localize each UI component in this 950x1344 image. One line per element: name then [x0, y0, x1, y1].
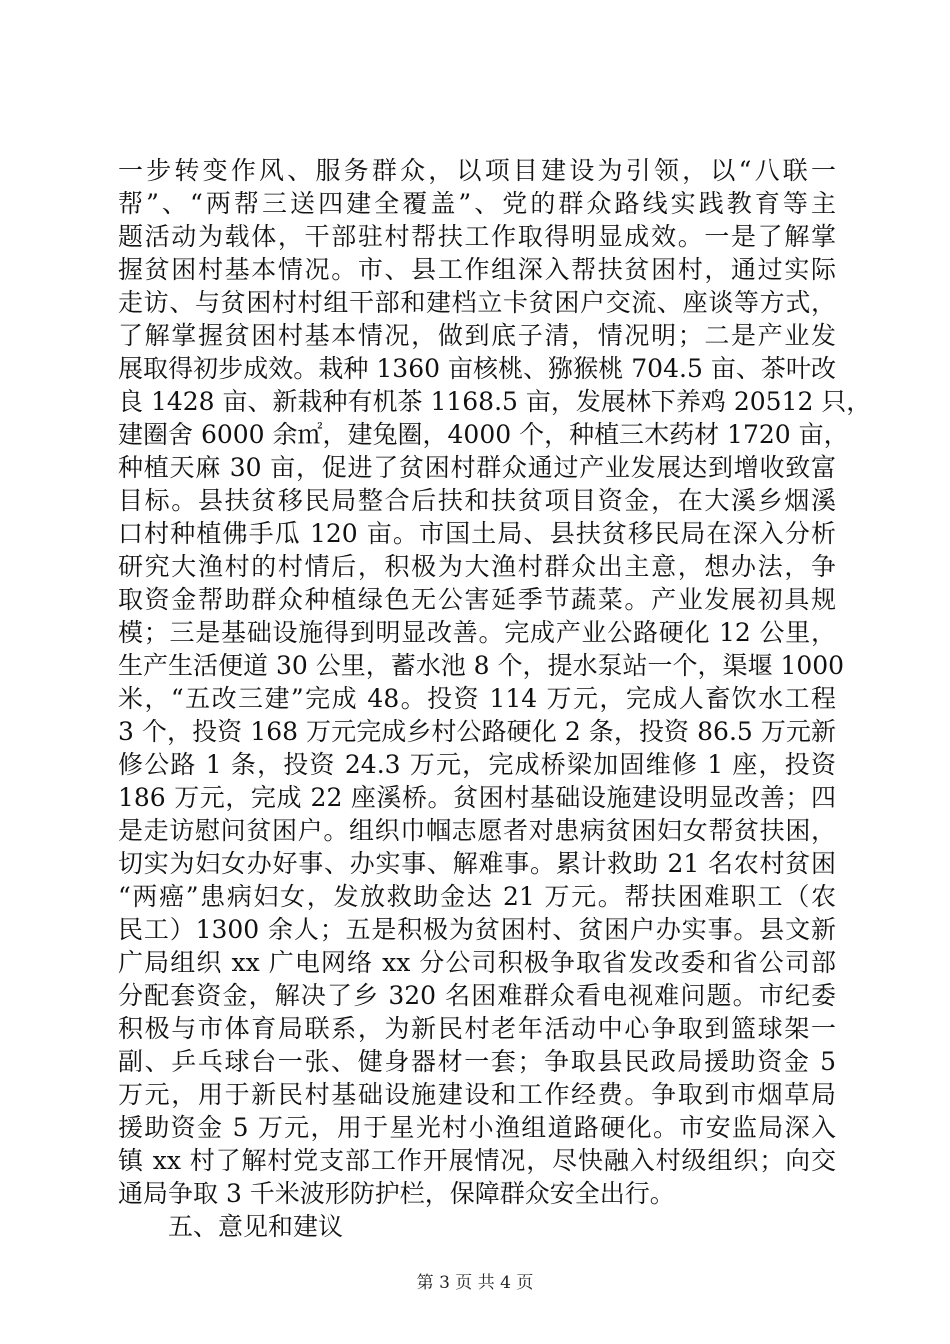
paragraph-line: “两癌”患病妇女，发放救助金达 21 万元。帮扶困难职工（农 [118, 882, 836, 911]
paragraph-line: 口村种植佛手瓜 120 亩。市国土局、县扶贫移民局在深入分析 [118, 519, 836, 548]
paragraph-line: 建圈舍 6000 余㎡，建兔圈，4000 个，种植三木药材 1720 亩， [118, 420, 849, 449]
paragraph-line: 副、乒乓球台一张、健身器材一套；争取县民政局援助资金 5 [118, 1047, 836, 1076]
paragraph-line: 良 1428 亩、新栽种有机茶 1168.5 亩，发展林下养鸡 20512 只， [118, 387, 872, 416]
paragraph-line: 帮”、“两帮三送四建全覆盖”、党的群众路线实践教育等主 [118, 189, 836, 218]
paragraph-line: 分配套资金，解决了乡 320 名困难群众看电视难问题。市纪委 [118, 981, 836, 1010]
paragraph-line: 民工）1300 余人；五是积极为贫困村、贫困户办实事。县文新 [118, 915, 836, 944]
paragraph-line: 握贫困村基本情况。市、县工作组深入帮扶贫困村，通过实际 [118, 255, 836, 284]
paragraph-line: 广局组织 xx 广电网络 xx 分公司积极争取省发改委和省公司部 [118, 948, 836, 977]
paragraph-line: 镇 xx 村了解村党支部工作开展情况，尽快融入村级组织；向交 [118, 1146, 836, 1175]
paragraph-line: 模；三是基础设施得到明显改善。完成产业公路硬化 12 公里， [118, 618, 836, 647]
paragraph-line: 走访、与贫困村村组干部和建档立卡贫困户交流、座谈等方式， [118, 288, 836, 317]
paragraph-line: 186 万元，完成 22 座溪桥。贫困村基础设施建设明显改善；四 [118, 783, 836, 812]
paragraph-line: 目标。县扶贫移民局整合后扶和扶贫项目资金，在大溪乡烟溪 [118, 486, 836, 515]
paragraph-line: 米，“五改三建”完成 48。投资 114 万元，完成人畜饮水工程 [118, 684, 836, 713]
paragraph-line: 通局争取 3 千米波形防护栏，保障群众安全出行。 [118, 1179, 675, 1208]
paragraph-line: 了解掌握贫困村基本情况，做到底子清，情况明；二是产业发 [118, 321, 836, 350]
section-heading: 五、意见和建议 [168, 1212, 344, 1241]
paragraph-line: 一步转变作风、服务群众，以项目建设为引领，以“八联一 [118, 156, 836, 185]
paragraph-line: 切实为妇女办好事、办实事、解难事。累计救助 21 名农村贫困 [118, 849, 836, 878]
paragraph-line: 取资金帮助群众种植绿色无公害延季节蔬菜。产业发展初具规 [118, 585, 836, 614]
page-footer: 第 3 页 共 4 页 [416, 1273, 534, 1293]
paragraph-line: 3 个，投资 168 万元完成乡村公路硬化 2 条，投资 86.5 万元新 [118, 717, 836, 746]
paragraph-line: 修公路 1 条，投资 24.3 万元，完成桥梁加固维修 1 座，投资 [118, 750, 836, 779]
paragraph-line: 题活动为载体，干部驻村帮扶工作取得明显成效。一是了解掌 [118, 222, 836, 251]
paragraph-line: 万元，用于新民村基础设施建设和工作经费。争取到市烟草局 [118, 1080, 836, 1109]
paragraph-line: 是走访慰问贫困户。组织巾帼志愿者对患病贫困妇女帮贫扶困， [118, 816, 836, 845]
paragraph-line: 研究大渔村的村情后，积极为大渔村群众出主意，想办法，争 [118, 552, 836, 581]
paragraph-line: 积极与市体育局联系，为新民村老年活动中心争取到篮球架一 [118, 1014, 836, 1043]
paragraph-line: 援助资金 5 万元，用于星光村小渔组道路硬化。市安监局深入 [118, 1113, 836, 1142]
paragraph-line: 展取得初步成效。栽种 1360 亩核桃、猕猴桃 704.5 亩、茶叶改 [118, 354, 836, 383]
body-paragraph [118, 154, 872, 1243]
paragraph-line: 种植天麻 30 亩，促进了贫困村群众通过产业发展达到增收致富 [118, 453, 836, 482]
paragraph-line: 生产生活便道 30 公里，蓄水池 8 个，提水泵站一个，渠堰 1000 [118, 651, 845, 680]
